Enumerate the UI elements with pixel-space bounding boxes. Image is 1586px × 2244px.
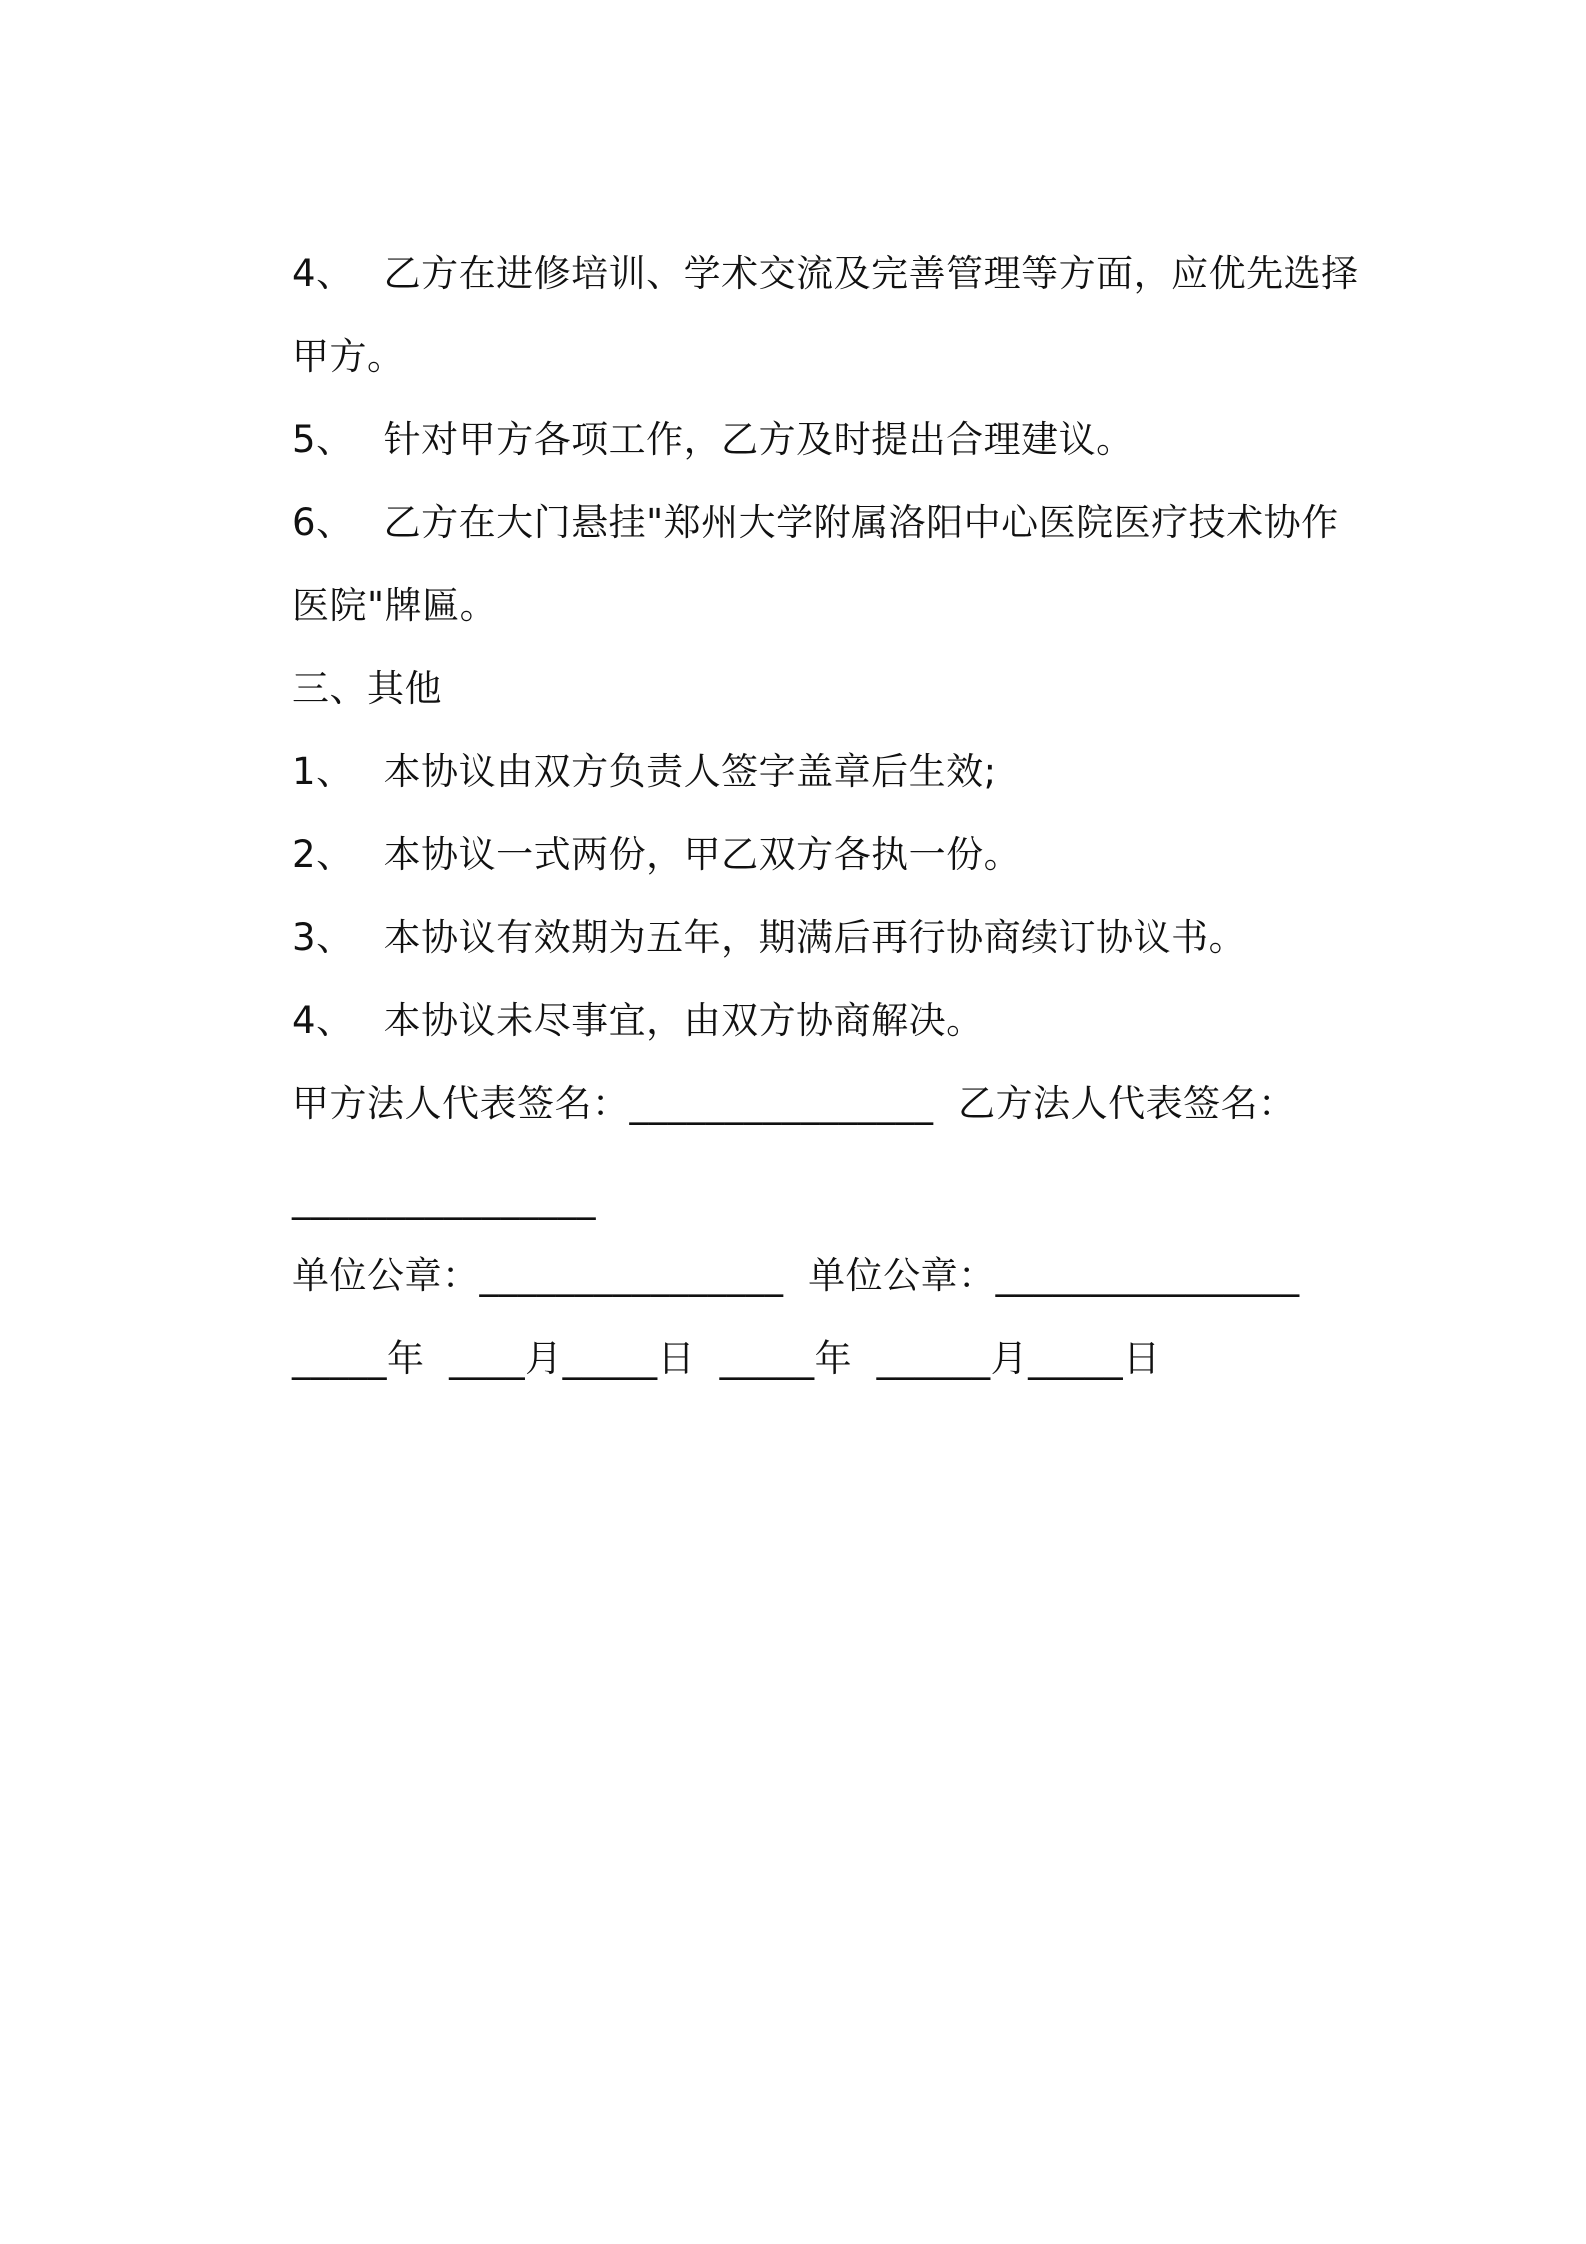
clause-number: 1、 [292,750,354,793]
signature-text: ________________ [292,1177,597,1220]
clause-number: 2、 [292,833,354,876]
clause-text: 本协议未尽事宜，由双方协商解决。 [383,999,984,1042]
clause-number: 4、 [292,999,354,1042]
signature-text: 单位公章：________________ 单位公章：________________ [292,1254,1300,1297]
signature-text: 甲方法人代表签名：________________ 乙方法人代表签名： [292,1082,1296,1125]
signature-text: _____年 ____月_____日 _____年 ______月_____日 [292,1337,1161,1380]
clause-text: 医院"牌匾。 [292,584,498,627]
clause-text: 针对甲方各项工作，乙方及时提出合理建议。 [383,418,1134,461]
section-three-heading: 三、其他 [292,667,443,710]
clause-text: 甲方。 [292,335,405,378]
signature-line-dates [243,1290,1161,1428]
clause-text: 本协议由双方负责人签字盖章后生效; [383,750,997,793]
clause-b-4 [243,205,1359,343]
clause-text: 乙方在进修培训、学术交流及完善管理等方面，应优先选择 [383,252,1359,295]
clause-number: 4、 [292,252,354,295]
clause-text: 本协议一式两份，甲乙双方各执一份。 [383,833,1022,876]
clause-number: 6、 [292,501,354,544]
clause-number: 3、 [292,916,354,959]
clause-number: 5、 [292,418,354,461]
clause-text: 乙方在大门悬挂"郑州大学附属洛阳中心医院医疗技术协作 [383,501,1339,544]
clause-text: 本协议有效期为五年，期满后再行协商续订协议书。 [383,916,1247,959]
